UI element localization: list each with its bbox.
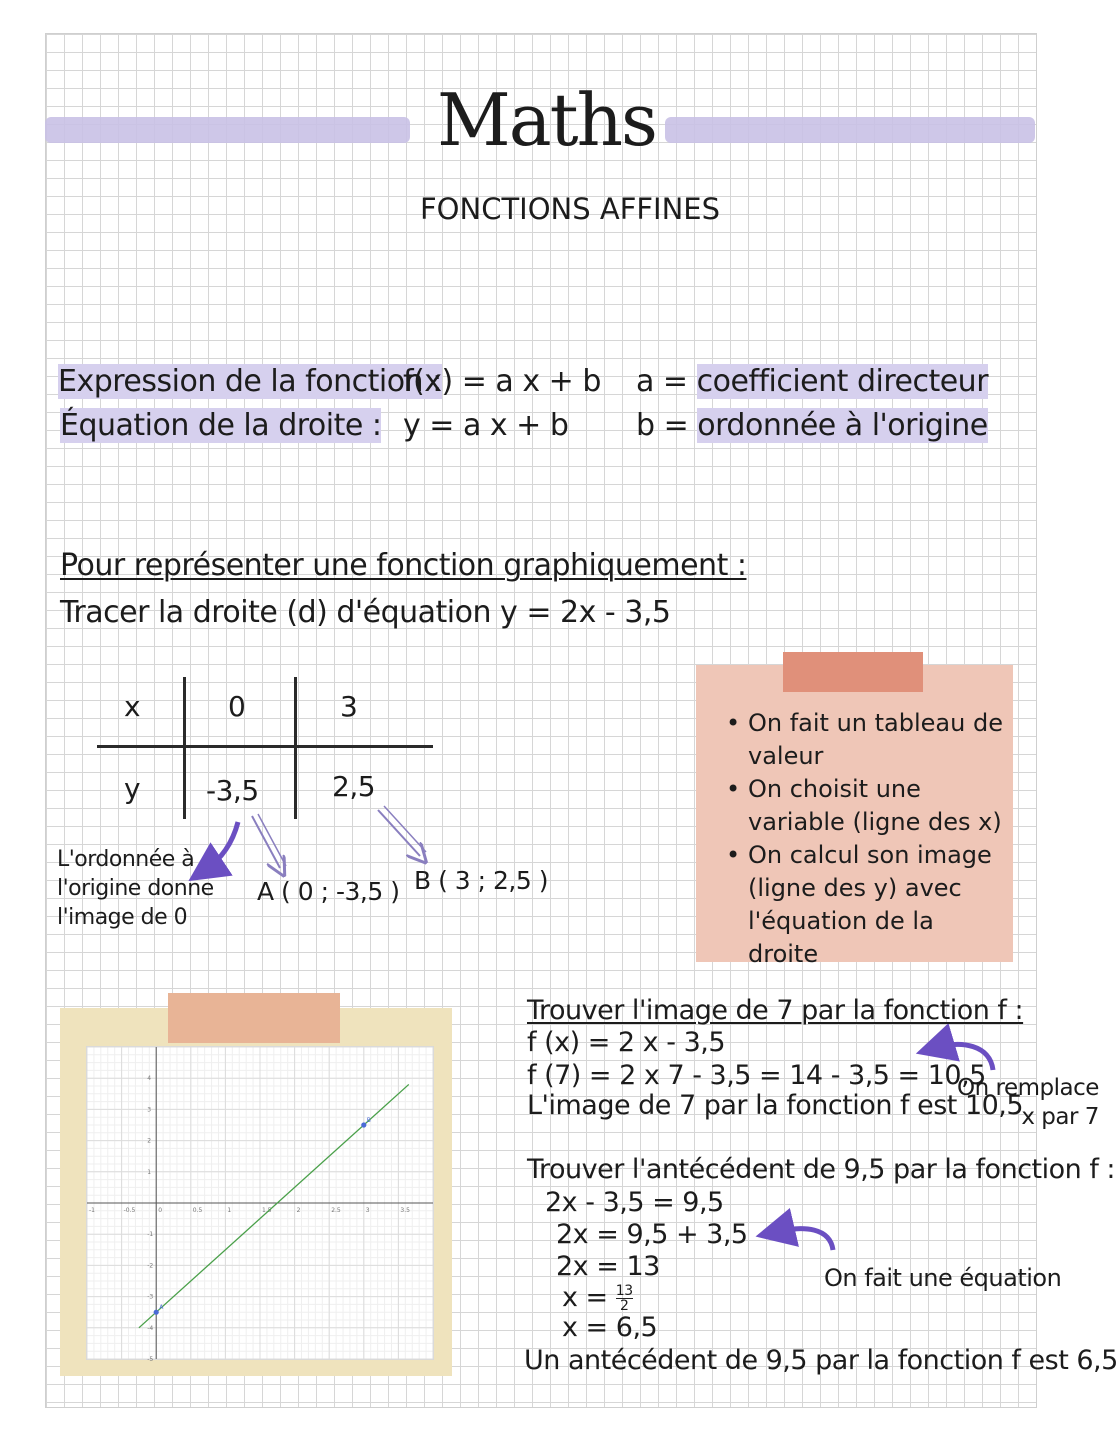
x-tick-label: 3.5 xyxy=(400,1207,410,1214)
y-tick-label: 4 xyxy=(147,1075,152,1083)
x-tick-label: 1.5 xyxy=(262,1207,272,1214)
x-tick-label: 3 xyxy=(365,1207,370,1214)
table-x-label: x xyxy=(124,690,141,723)
b-definition: b = ordonnée à l'origine xyxy=(636,408,988,443)
expression-formula: f(x) = a x + b xyxy=(403,364,601,399)
equation-arrow-icon xyxy=(775,1229,833,1250)
arrow-to-a-double-icon xyxy=(258,814,286,866)
origin-note: L'ordonnée à l'origine donne l'image de 0 xyxy=(57,847,214,930)
y-tick-label: 2 xyxy=(147,1137,152,1145)
table-y-value-1: -3,5 xyxy=(206,774,259,807)
method-step-2: • On choisit une variable (ligne des x) xyxy=(726,773,1006,839)
graph-tape xyxy=(168,993,340,1043)
x-tick-label: 2.5 xyxy=(331,1207,341,1214)
image-heading: Trouver l'image de 7 par la fonction f : xyxy=(527,995,1024,1026)
point-label-b: B xyxy=(366,1117,371,1124)
representation-instruction: Tracer la droite (d) d'équation y = 2x - 3,5 xyxy=(60,595,671,630)
x-tick-label: -0.5 xyxy=(123,1207,136,1214)
point-a xyxy=(154,1310,159,1315)
antecedent-conclusion: Un antécédent de 9,5 par la fonction f est 6,5 xyxy=(524,1345,1118,1376)
antecedent-step-3: 2x = 13 xyxy=(556,1251,660,1282)
y-tick-label: 1 xyxy=(147,1168,152,1176)
method-step-1: • On fait un tableau de valeur xyxy=(726,707,1006,773)
graph-plot-area xyxy=(86,1046,434,1363)
equation-formula: y = a x + b xyxy=(403,408,569,443)
y-tick-label: 3 xyxy=(147,1106,152,1114)
y-tick-label: -2 xyxy=(147,1262,154,1270)
antecedent-heading: Trouver l'antécédent de 9,5 par la fonction f : xyxy=(527,1154,1116,1185)
arrow-to-b-double-icon xyxy=(384,806,426,852)
table-x-value-2: 3 xyxy=(340,690,358,723)
method-sticky-note xyxy=(696,665,1013,968)
expression-label: Expression de la fonction : xyxy=(58,364,442,399)
x-tick-label: 1 xyxy=(227,1207,232,1214)
antecedent-step-5: x = 6,5 xyxy=(562,1312,658,1343)
image-line-1: f (x) = 2 x - 3,5 xyxy=(527,1027,726,1058)
page-title: Maths xyxy=(437,78,656,162)
y-tick-label: -4 xyxy=(147,1324,154,1332)
point-b-label: B ( 3 ; 2,5 ) xyxy=(414,866,548,895)
arrow-to-a-icon xyxy=(252,816,280,868)
table-y-value-2: 2,5 xyxy=(332,770,376,803)
point-b xyxy=(361,1122,366,1127)
y-tick-label: -3 xyxy=(147,1293,154,1301)
replace-side-note: On remplace x par 7 xyxy=(957,1075,1099,1130)
antecedent-step-2: 2x = 9,5 + 3,5 xyxy=(556,1219,748,1250)
x-tick-label: 2 xyxy=(296,1207,301,1214)
equation-label: Équation de la droite : xyxy=(60,408,382,443)
antecedent-step-1: 2x - 3,5 = 9,5 xyxy=(545,1187,724,1218)
origin-arrow-icon xyxy=(205,822,238,870)
x-tick-label: 0 xyxy=(158,1207,163,1214)
point-a-label: A ( 0 ; -3,5 ) xyxy=(257,877,400,906)
page-subtitle: FONCTIONS AFFINES xyxy=(420,192,721,226)
arrow-to-b-icon xyxy=(378,810,420,856)
x-tick-label: 0.5 xyxy=(192,1207,203,1214)
equation-side-note: On fait une équation xyxy=(824,1264,1062,1292)
a-definition: a = coefficient directeur xyxy=(636,364,989,399)
antecedent-step-4: x = $\frac{13}{2}$ xyxy=(562,1282,633,1314)
x-tick-label: -1 xyxy=(89,1207,95,1214)
table-y-label: y xyxy=(124,772,141,805)
note-tape xyxy=(783,652,923,692)
table-x-value-1: 0 xyxy=(228,690,246,723)
representation-heading: Pour représenter une fonction graphiquement : xyxy=(60,548,747,583)
image-conclusion: L'image de 7 par la fonction f est 10,5 xyxy=(527,1090,1024,1121)
y-tick-label: -1 xyxy=(147,1231,154,1239)
image-line-2: f (7) = 2 x 7 - 3,5 = 14 - 3,5 = 10,5 xyxy=(527,1060,986,1091)
line-chart xyxy=(87,1047,433,1363)
point-label-a: A xyxy=(159,1304,164,1312)
method-step-3: • On calcul son image (ligne des y) avec l'équation de la droite xyxy=(726,839,1006,971)
y-tick-label: -5 xyxy=(147,1356,154,1363)
